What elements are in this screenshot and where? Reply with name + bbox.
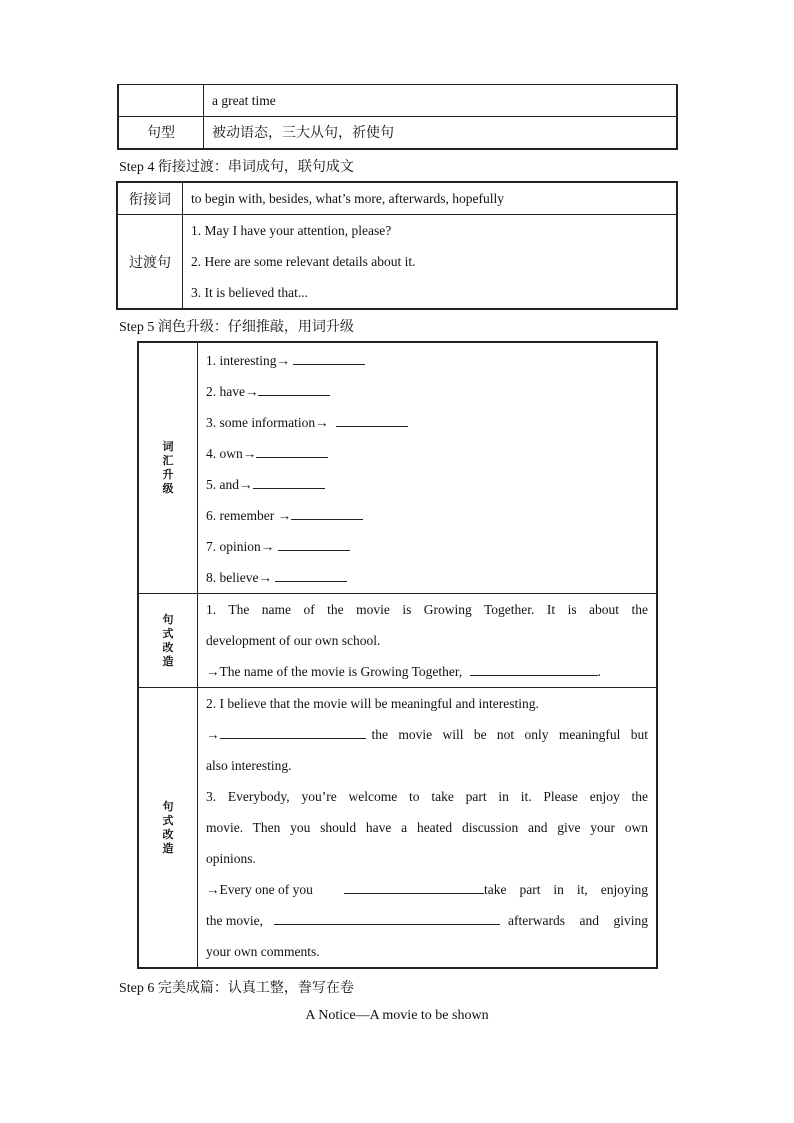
vocab-item-1: 1. interesting→ <box>198 345 656 376</box>
answer-blank[interactable] <box>220 724 366 739</box>
s3-line-4: →Every one of you take part in it, enjoying <box>198 874 656 905</box>
answer-blank[interactable] <box>253 474 325 489</box>
sentence-label-cell-1 <box>138 594 198 688</box>
connectives-label: 衔接词 <box>117 182 183 215</box>
vocab-cell <box>198 342 658 594</box>
vocab-label: 词 汇 升 级 <box>162 440 174 495</box>
sentence-pattern-value: 被动语态，三大从句，祈使句 <box>204 117 678 149</box>
answer-blank[interactable] <box>293 350 365 365</box>
step4-heading: Step 4 衔接过渡：串词成句，联句成文 <box>119 160 354 175</box>
s2-line-3: also interesting. <box>206 758 292 773</box>
answer-blank[interactable] <box>256 443 328 458</box>
sentence-cell-2 <box>198 688 658 969</box>
vocab-item-7: 7. opinion→ <box>198 531 656 562</box>
answer-blank[interactable] <box>278 536 350 551</box>
transition-label: 过渡句 <box>117 215 183 310</box>
s1-line-2: development of our own school. <box>206 633 381 648</box>
vocab-item-5: 5. and→ <box>198 469 656 500</box>
connectives-cell <box>183 182 678 215</box>
answer-blank[interactable] <box>275 567 347 582</box>
transition-line-1: 1. May I have your attention, please? <box>191 223 392 238</box>
phrase-text: a great time <box>212 93 276 108</box>
step5-heading: Step 5 润色升级：仔细推敲，用词升级 <box>119 320 354 335</box>
s3-line-6: your own comments. <box>206 944 320 959</box>
step4-table <box>116 181 678 310</box>
s2-line-2: → the movie will be not only meaningful but <box>198 719 656 750</box>
answer-blank[interactable] <box>274 910 500 925</box>
sentence-label-cell-2 <box>138 688 198 969</box>
transition-line-3: 3. It is believed that... <box>191 285 308 300</box>
s3-line-2: movie. Then you should have a heated discussion and give your own <box>206 820 648 835</box>
notice-title: A Notice—A movie to be shown <box>305 1008 489 1023</box>
answer-blank[interactable] <box>470 661 598 676</box>
answer-blank[interactable] <box>344 879 484 894</box>
vocab-item-2: 2. have→ <box>198 376 656 407</box>
s2-line-1: 2. I believe that the movie will be meaningful and interesting. <box>206 696 539 711</box>
sentence-label-2: 句 式 改 造 <box>162 799 174 855</box>
transition-cell <box>183 215 678 310</box>
top-table-empty-cell <box>118 85 204 117</box>
step5-table <box>137 341 658 969</box>
vocab-label-cell <box>138 342 198 594</box>
top-table-phrase-cell <box>204 85 678 117</box>
step6-heading: Step 6 完美成篇：认真工整，誊写在卷 <box>119 981 354 996</box>
vocab-item-8: 8. believe→ <box>198 562 656 593</box>
sentence-label-1: 句 式 改 造 <box>162 612 174 668</box>
connectives-text: to begin with, besides, what’s more, afterwards, hopefully <box>191 191 505 206</box>
sentence-cell-1 <box>198 594 658 688</box>
answer-blank[interactable] <box>258 381 330 396</box>
vocab-item-4: 4. own→ <box>198 438 656 469</box>
s1-line-3: →The name of the movie is Growing Together, . <box>198 656 656 687</box>
top-table <box>117 84 678 150</box>
vocab-item-3: 3. some information→ <box>198 407 656 438</box>
s3-line-3: opinions. <box>206 851 256 866</box>
s1-line-1: 1. The name of the movie is Growing Together. It is about the <box>206 602 648 617</box>
s3-line-1: 3. Everybody, you’re welcome to take part in it. Please enjoy the <box>206 789 648 804</box>
answer-blank[interactable] <box>336 412 408 427</box>
answer-blank[interactable] <box>291 505 363 520</box>
s3-line-5: the movie, afterwards and giving <box>198 905 656 936</box>
sentence-pattern-label: 句型 <box>118 117 204 149</box>
vocab-item-6: 6. remember → <box>198 500 656 531</box>
transition-line-2: 2. Here are some relevant details about it. <box>191 254 416 269</box>
